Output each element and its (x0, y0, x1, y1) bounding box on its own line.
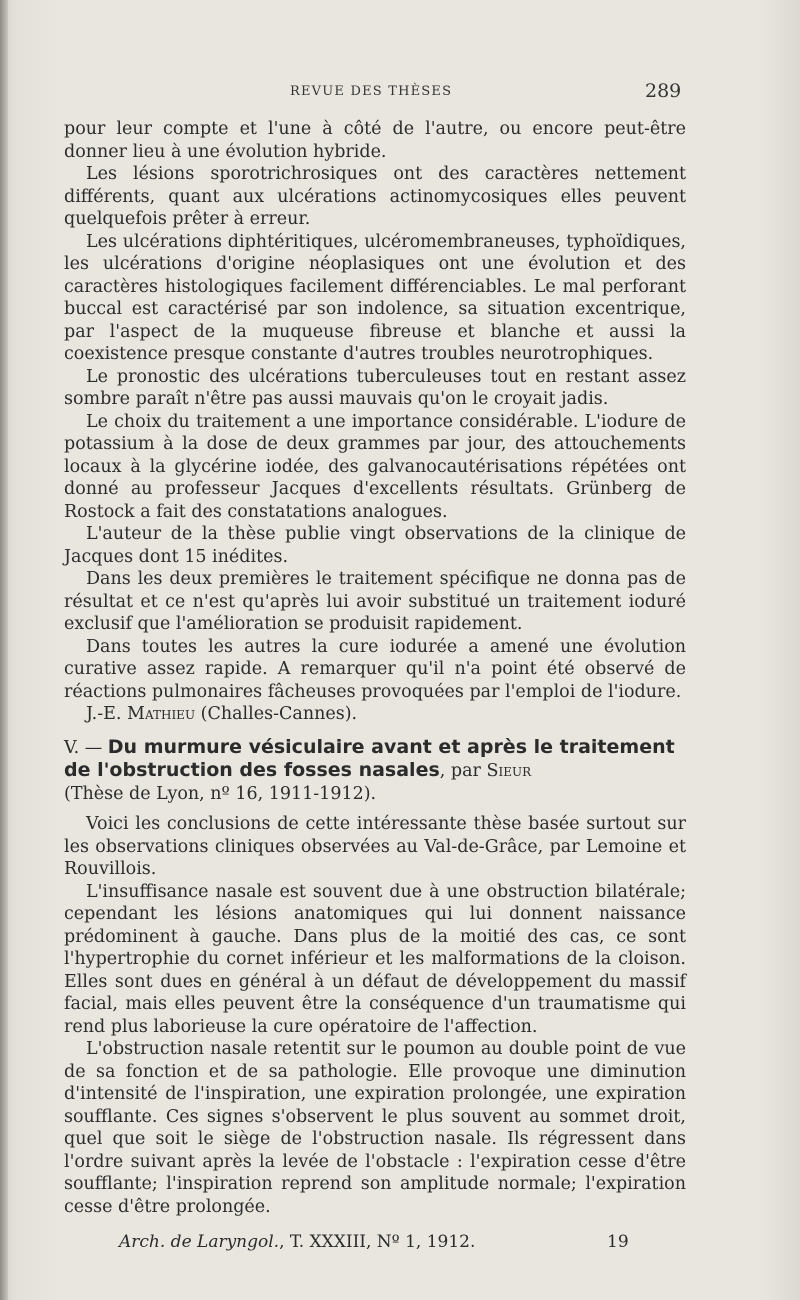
section-heading (64, 736, 686, 806)
journal-volume: , T. XXXIII, Nº 1, 1912. (279, 1232, 476, 1252)
section-meta: (Thèse de Lyon, nº 16, 1911-1912). (64, 783, 377, 804)
journal-title: Arch. de Laryngol. (119, 1232, 280, 1252)
paragraph: Le pronostic des ulcérations tuberculeuses tout en restant assez sombre paraît n'être pas aussi mauvais qu'on le croyait jadis. (64, 366, 686, 409)
body-text (64, 118, 686, 1218)
section-author: Sieur (486, 761, 532, 781)
signature-place: (Challes-Cannes). (195, 704, 358, 724)
running-title: REVUE DES THÈSES (290, 84, 453, 99)
paragraph: L'auteur de la thèse publie vingt observations de la clinique de Jacques dont 15 inédites. (64, 524, 686, 567)
page-number: 289 (645, 80, 682, 102)
signature-initials: J.-E. (86, 704, 128, 724)
page-header (0, 80, 800, 104)
journal-citation (119, 1232, 475, 1252)
review-signature (64, 703, 686, 726)
paragraph: Les ulcérations diphtéritiques, ulcéromembraneuses, typhoïdiques, les ulcérations d'origine néoplasiques ont une évolution et des caractères histologiques facilement différenciables. Le mal perforant buccal est caractérisé par son indolence, sa situation excentrique, par l'aspect de la muqueuse fibreuse et blanche et aussi la coexistence presque constante d'autres troubles neurotrophiques. (64, 231, 686, 364)
page-footer (64, 1232, 686, 1256)
section-number: V. — (64, 737, 108, 758)
paragraph: Le choix du traitement a une importance considérable. L'iodure de potassium à la dose de deux grammes par jour, des attouchements locaux à la glycérine iodée, des galvanocautérisations répétées ont donné au professeur Jacques d'excellents résultats. Grünberg de Rostock a fait des constatations analogues. (64, 411, 686, 522)
paragraph: Dans les deux premières le traitement spécifique ne donna pas de résultat et ce n'est qu'après lui avoir substitué un traitement ioduré exclusif que l'amélioration se produisit rapidement. (64, 569, 686, 634)
section-by: , par (439, 761, 487, 781)
paragraph: Voici les conclusions de cette intéressante thèse basée surtout sur les observations cliniques observées au Val-de-Grâce, par Lemoine et Rouvillois. (64, 814, 686, 879)
section-title: Du murmure vésiculaire avant et après le traitement de l'obstruction des fosses nasales (64, 735, 675, 781)
signature-name: Mathieu (127, 704, 196, 724)
paragraph: pour leur compte et l'une à côté de l'autre, ou encore peut-être donner lieu à une évolution hybride. (64, 119, 686, 162)
paragraph: L'obstruction nasale retentit sur le poumon au double point de vue de sa fonction et de sa pathologie. Elle provoque une diminution d'intensité de l'inspiration, une expiration prolongée, une expiration soufflante. Ces signes s'observent le plus souvent au sommet droit, quel que soit le siège de l'obstruction nasale. Ils régressent dans l'ordre suivant après la levée de l'obstacle : l'expiration cesse d'être soufflante; l'inspiration reprend son amplitude normale; l'expiration cesse d'être prolongée. (64, 1039, 686, 1217)
paragraph: Les lésions sporotrichrosiques ont des caractères nettement différents, quant aux ulcérations actinomycosiques elles peuvent quelquefois prêter à erreur. (64, 164, 686, 229)
paragraph: L'insuffisance nasale est souvent due à une obstruction bilatérale; cependant les lésions anatomiques qui lui donnent naissance prédominent à gauche. Dans plus de la moitié des cas, ce sont l'hypertrophie du cornet inférieur et les malformations de la cloison. Elles sont dues en général à un défaut de développement du massif facial, mais elles peuvent être la conséquence d'un traumatisme qui rend plus laborieuse la cure opératoire de l'affection. (64, 881, 686, 1037)
binding-gutter (0, 0, 8, 1300)
printer-signature-mark: 19 (607, 1232, 629, 1252)
paragraph: Dans toutes les autres la cure iodurée a amené une évolution curative assez rapide. A remarquer qu'il n'a point été observé de réactions pulmonaires fâcheuses provoquées par l'emploi de l'iodure. (64, 636, 686, 702)
